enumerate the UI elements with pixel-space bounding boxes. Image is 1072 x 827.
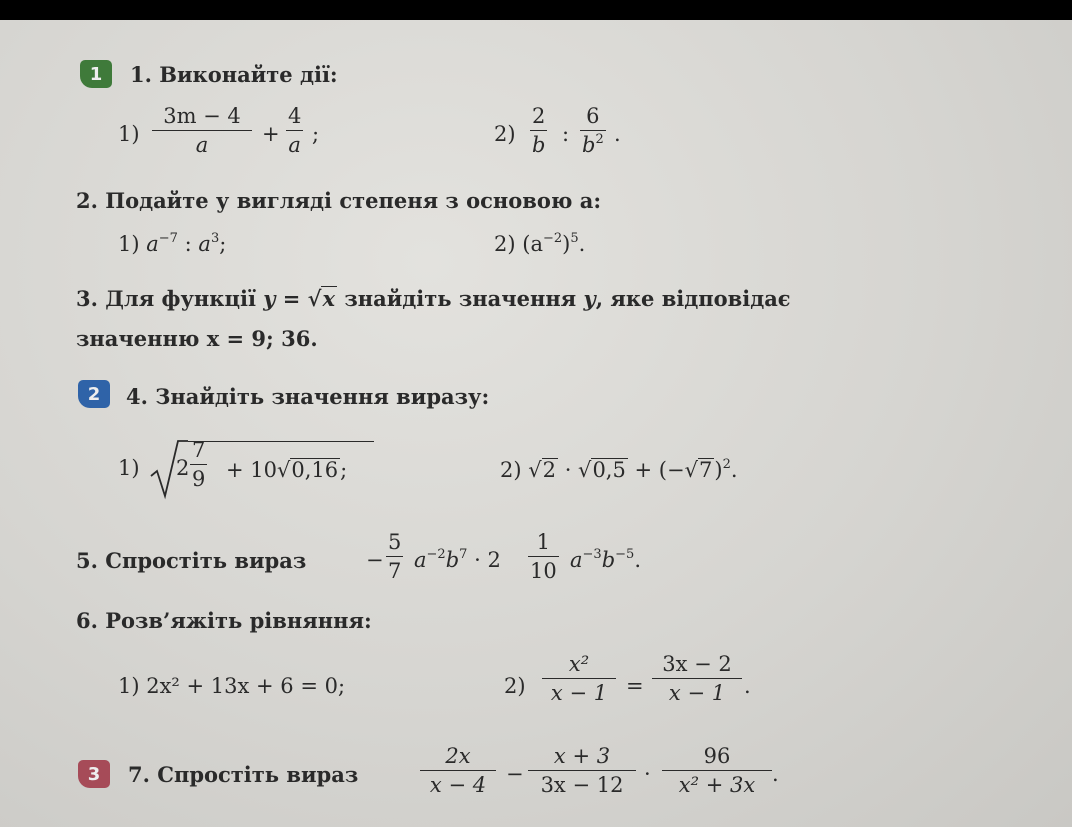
task-1-fraction-1 [152, 106, 252, 156]
task-6-part-2-label: 2) [504, 674, 526, 698]
denominator: x − 4 [420, 770, 496, 796]
task-6-part-1: 1) 2x² + 13x + 6 = 0; [118, 674, 346, 698]
minus-sign: − [506, 762, 524, 786]
task-7-fraction-3 [662, 746, 772, 796]
task-1-part-1-label: 1) [118, 122, 140, 146]
denominator: b [530, 130, 547, 156]
numerator: 1 [536, 530, 551, 554]
numerator: x² [568, 652, 590, 676]
numerator: x + 3 [553, 744, 611, 768]
task-4-part-1-label: 1) [118, 456, 140, 480]
numerator: 3m − 4 [163, 104, 241, 128]
task-4-mixed-fraction [190, 440, 207, 490]
task-1-fraction-3 [530, 106, 547, 156]
task-4-part-1-rest: + 10√0,16; [226, 458, 348, 482]
numerator: 5 [388, 530, 402, 554]
task-1-title: 1. Виконайте дії: [130, 62, 338, 87]
textbook-page [0, 20, 1072, 827]
level-3-badge: 3 [78, 760, 110, 788]
task-1-part-2-label: 2) [494, 122, 516, 146]
task-6-fraction-1 [542, 654, 616, 704]
denominator: 7 [386, 556, 403, 582]
numerator: 4 [288, 104, 302, 128]
period: . [744, 674, 751, 698]
division-sign: : [562, 122, 570, 146]
denominator: $b^2$ [582, 132, 604, 157]
numerator: 3x − 2 [662, 652, 732, 676]
task-5-term-1: $a^{-2}b^7 \cdot 2$ [414, 547, 501, 572]
minus-sign: − [366, 548, 384, 572]
task-1-fraction-4 [580, 106, 606, 156]
period: . [772, 762, 779, 786]
denominator: 3x − 12 [528, 770, 636, 796]
numerator: 2 [532, 104, 546, 128]
period: . [614, 122, 621, 146]
level-1-badge: 1 [80, 60, 112, 88]
task-6-title: 6. Розв’яжіть рівняння: [76, 608, 372, 633]
task-3-line-1: 3. Для функції y = √x знайдіть значення y, яке відповідає [76, 286, 791, 311]
sqrt-value: 0,16 [291, 458, 339, 482]
denominator: 10 [528, 556, 559, 582]
task-5-term-2: $a^{-3}b^{-5}$. [570, 547, 642, 572]
numerator: 96 [703, 744, 731, 768]
equals-sign: = [626, 674, 644, 698]
denominator: x² + 3x [662, 770, 772, 796]
sqrt-x: x [322, 286, 336, 311]
denominator: x − 1 [542, 678, 616, 704]
denominator: 9 [190, 464, 207, 490]
semicolon: ; [312, 122, 320, 146]
task-4-part-2: 2) $√2 \cdot √0,5 + (-√7)^2$. [500, 457, 738, 482]
task-5-fraction-2 [528, 532, 559, 582]
task-7-title: 7. Спростіть вираз [128, 762, 359, 787]
multiply-dot: · [644, 762, 651, 786]
denominator: a [152, 130, 252, 156]
task-2-part-1: 1) $a^{-7}$ : $a^3$; [118, 231, 227, 256]
task-5-title: 5. Спростіть вираз [76, 548, 307, 573]
denominator: x − 1 [652, 678, 742, 704]
task-6-fraction-2 [652, 654, 742, 704]
root-overline [188, 441, 374, 442]
level-2-badge: 2 [78, 380, 110, 408]
numerator: 2x [445, 744, 471, 768]
task-7-fraction-1 [420, 746, 496, 796]
task-1-fraction-2 [286, 106, 303, 156]
task-4-title: 4. Знайдіть значення виразу: [126, 384, 490, 409]
task-2-part-2: 2) $(a^{-2})^5$. [494, 231, 586, 256]
task-2-title: 2. Подайте у вигляді степеня з основою a: [76, 188, 602, 213]
numerator: 6 [586, 104, 600, 128]
numerator: 7 [192, 438, 206, 462]
task-5-fraction-1 [386, 532, 403, 582]
plus-sign: + [262, 122, 280, 146]
mixed-whole: 2 [176, 456, 190, 480]
task-7-fraction-2 [528, 746, 636, 796]
task-3-line-2: значенню x = 9; 36. [76, 326, 318, 351]
denominator: a [286, 130, 303, 156]
